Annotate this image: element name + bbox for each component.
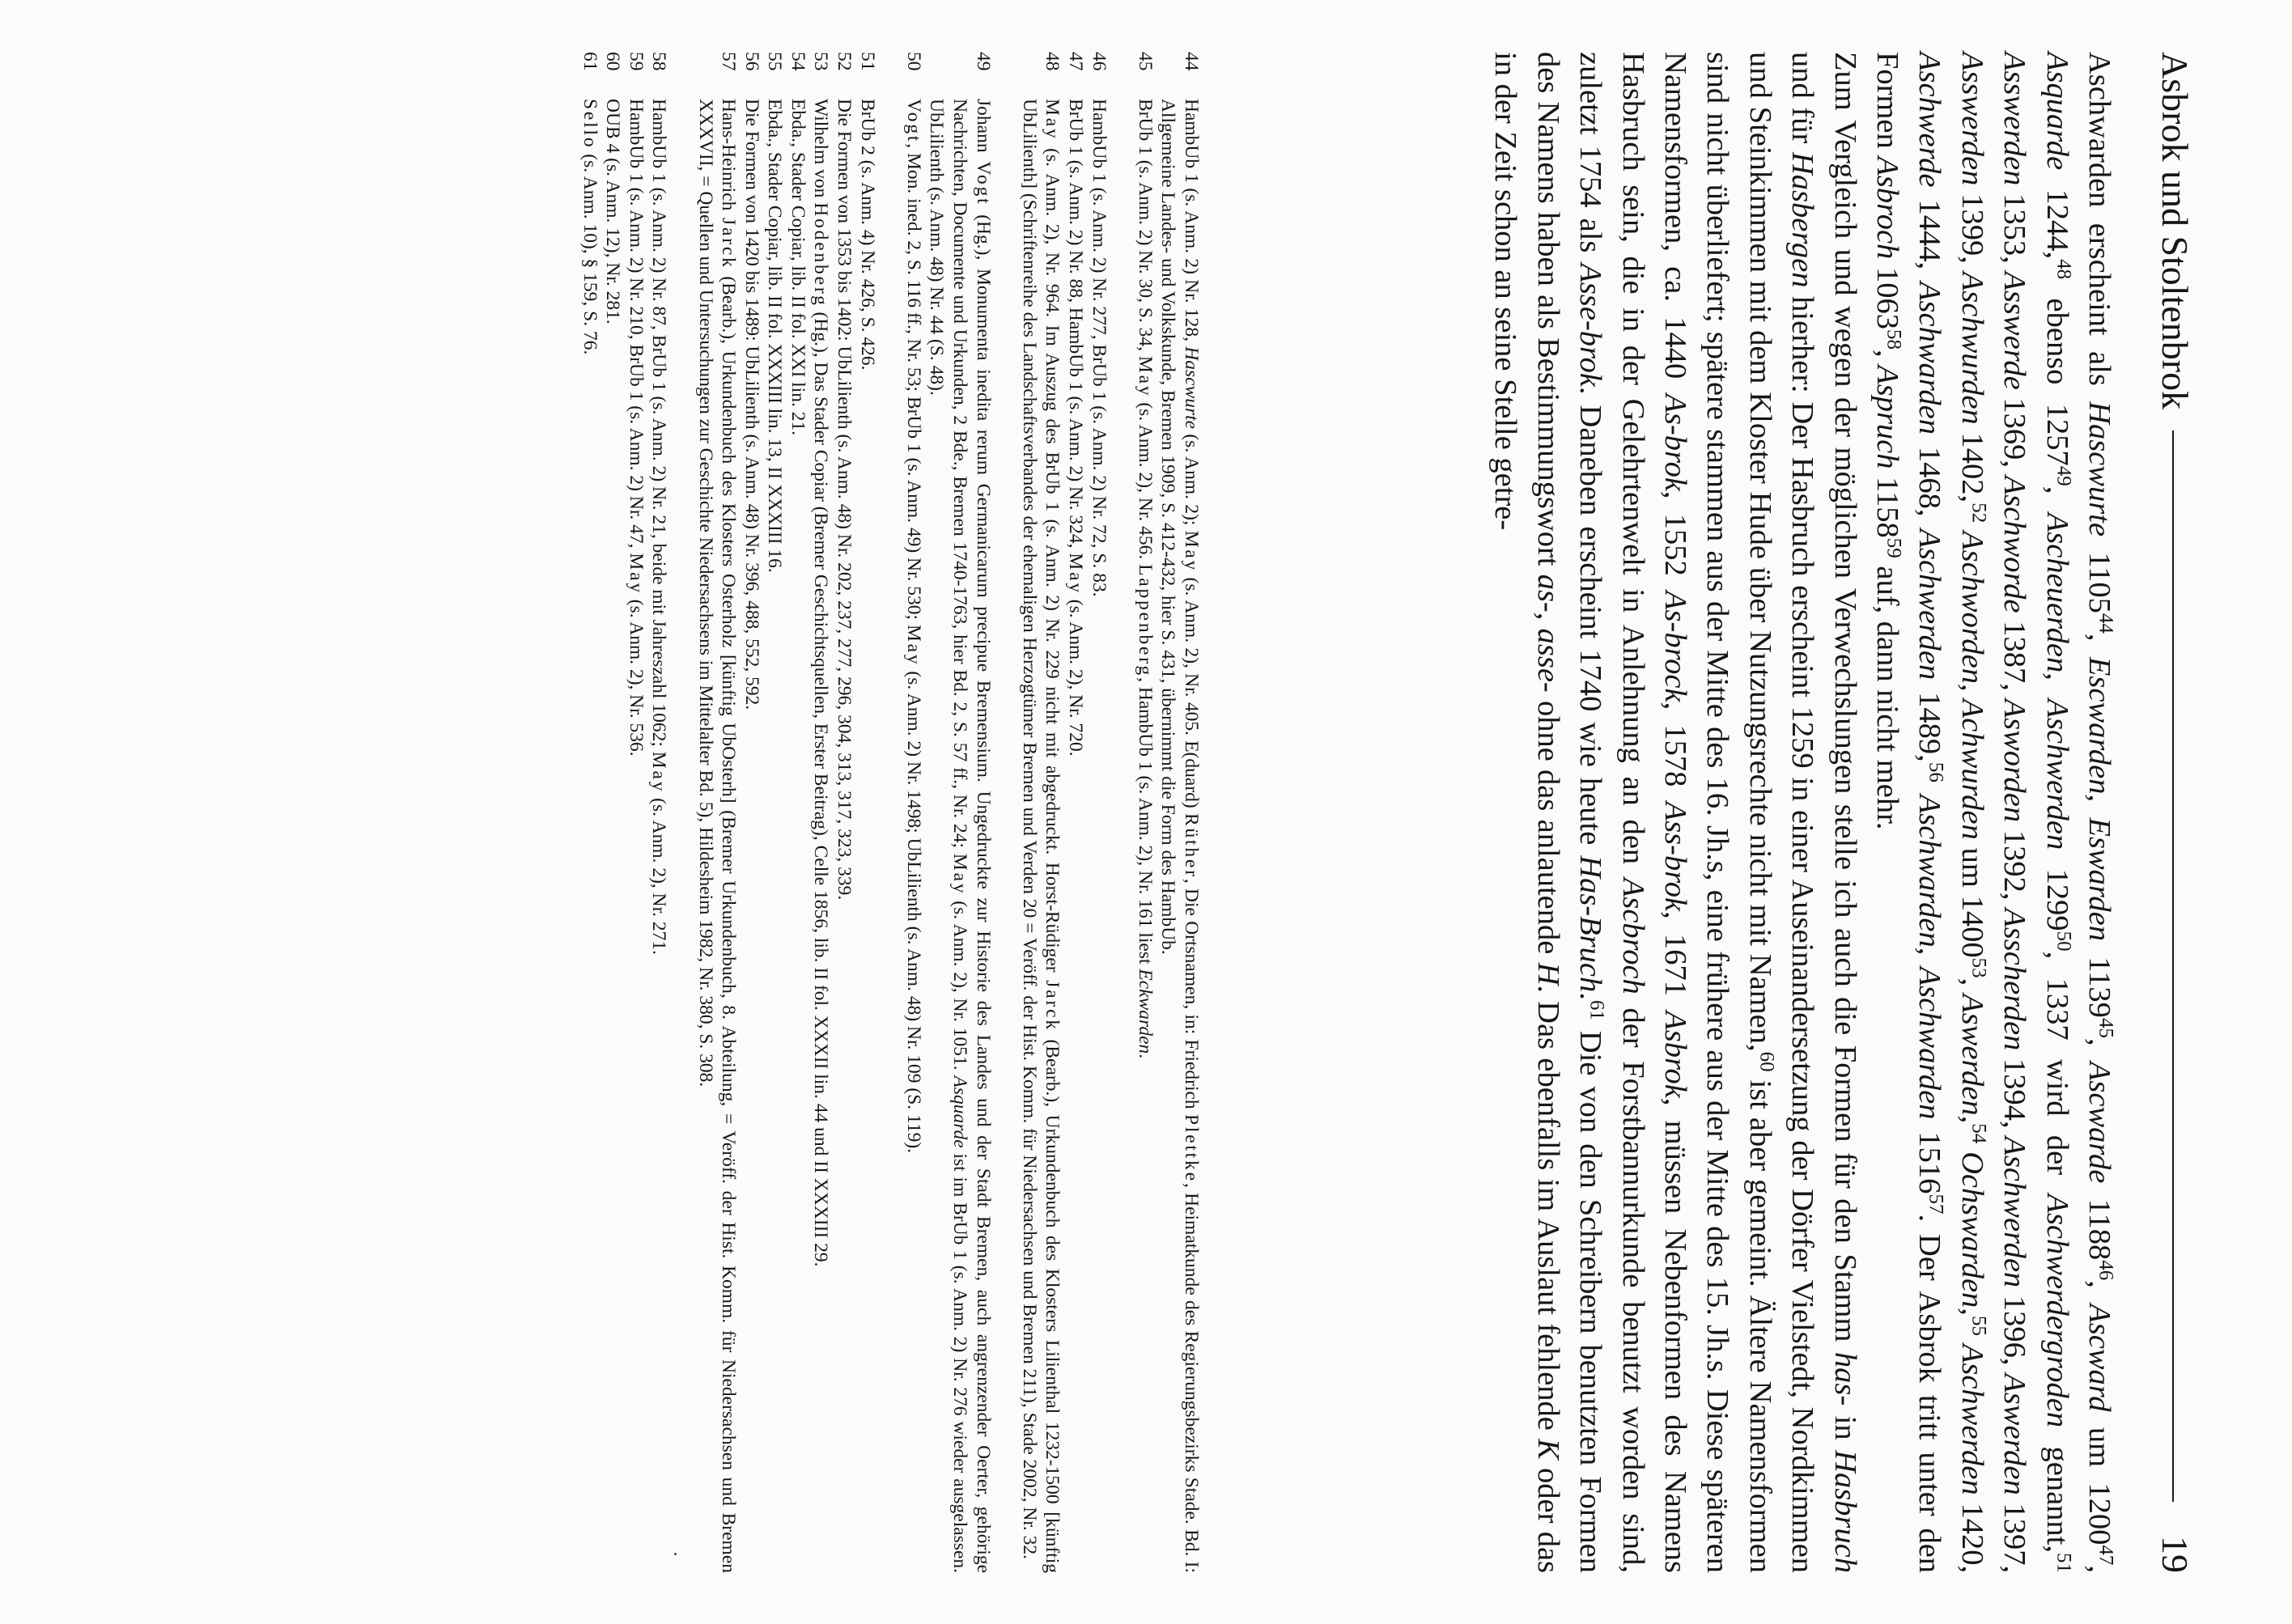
footnote-number: 58: [648, 51, 670, 70]
footnote-text: Wilhelm von Hodenberg (Hg.), Das Stader Copiar (Bremer Geschichtsquellen, Erster Beitrag), Celle 1856, lib. II fol. XXXII lin. 44 und II XXXIII 29.: [810, 98, 832, 1266]
footnote-gap: [995, 52, 1018, 1573]
footnote-text: Die Formen von 1420 bis 1489: UbLilienth (s. Anm. 48) Nr. 396, 488, 552, 592.: [741, 98, 762, 710]
footnote-52: [833, 52, 856, 1573]
running-title: Asbrok und Stoltenbrok: [2154, 51, 2196, 409]
footnote-ref: 46: [2095, 1259, 2117, 1280]
footnote-57: [694, 52, 740, 1573]
footnote-gap: [879, 52, 902, 1573]
footnote-ref: 56: [1925, 761, 1947, 782]
footnote-ref: 57: [1925, 1193, 1947, 1214]
footnote-gap: [1110, 52, 1134, 1573]
footnote-ref: 51: [2052, 1552, 2075, 1573]
footnote-53: [809, 52, 833, 1573]
footnote-number: 59: [625, 51, 647, 70]
footnote-number: 50: [902, 51, 924, 70]
footnote-ref: 47: [2095, 1544, 2117, 1565]
footnote-ref: 44: [2095, 613, 2117, 634]
footnote-text: May (s. Anm. 2), Nr. 964. Im Auszug des BrUb 1 (s. Anm. 2) Nr. 229 nicht mit abgedruckt. Horst-Rüdiger Jarck (Bearb.), Urkundenbuch des Klosters Lilienthal 1232-1500 [künftig UbLilienth] (Schriftenreihe des Landschaftsverbandes der ehemaligen Herzogtümer Bremen und Verden 20 = Veröff. der Hist. Komm. für Niedersachsen und Bremen 211), Stade 2002, Nr. 32.: [1018, 98, 1063, 1573]
footnote-ref: 58: [1882, 329, 1905, 350]
footnote-text: Ebda., Stader Copiar, lib. II fol. XXXIII lin. 13, II XXXIII 16.: [764, 98, 786, 573]
footnote-ref: 61: [1585, 999, 1608, 1020]
footnote-number: 54: [787, 51, 809, 70]
footnote-58: [647, 52, 671, 1573]
footnote-text: Ebda., Stader Copiar, lib. II fol. XXI lin. 21.: [787, 98, 809, 435]
footnote-number: 53: [810, 51, 832, 70]
footnote-ref: 52: [1967, 502, 1990, 523]
footnote-54: [786, 52, 809, 1573]
body-text: [1484, 52, 2120, 1573]
footnote-number: 45: [1134, 51, 1156, 70]
footnote-text: BrUb 1 (s. Anm. 2) Nr. 30, S. 34, May (s. Anm. 2), Nr. 456. Lappenberg, HambUb 1 (s. Anm. 2), Nr. 161 liest Eckwarden.: [1134, 98, 1156, 1058]
footnote-text: HambUb 1 (s. Anm. 2) Nr. 87, BrUb 1 (s. Anm. 2) Nr. 21, beide mit Jahreszahl 1062; May (s. Anm. 2), Nr. 271.: [648, 98, 670, 955]
footnote-number: 49: [972, 51, 994, 70]
footnote-text: BrUb 2 (s. Anm. 4) Nr. 426, S. 426.: [856, 98, 878, 371]
scan-speck: [674, 1553, 677, 1555]
footnote-text: OUB 4 (s. Anm. 12), Nr. 281.: [602, 98, 624, 324]
footnote-gap: [670, 52, 694, 1573]
footnote-ref: 48: [2052, 258, 2075, 279]
footnote-number: 44: [1181, 51, 1202, 70]
footnote-44: [1157, 52, 1203, 1573]
footnote-46: [1087, 52, 1110, 1573]
footnote-number: 61: [579, 51, 601, 70]
paragraph-hasbruch: Zum Vergleich und wegen der möglichen Verwechslungen stelle ich auch die Formen für den Stamm has- in Hasbruch und für Hasbergen hierher: Der Hasbruch erscheint 1259 in einer Auseinandersetzung der Dörfer Vielstedt, Nordkimmen und Steinkimmen mit dem Kloster Hude über Nutzungsrechte nicht mit Namen,$^{60}$ ist aber gemeint. Ältere Namensformen sind nicht überliefert; spätere stammen aus der Mitte des 16. Jh.s, eine frühere aus der Mitte des 15. Jh.s. Diese späteren Namensformen, ca. 1440 As-brok, 1552 As-brock, 1578 Ass-brok, 1671 Asbrok, müssen Nebenformen des Namens Hasbruch sein, die in der Gelehrtenwelt in Anlehnung an den Ascbroch der Forstbannurkunde benutzt worden sind, zuletzt 1754 als Asse-brok. Daneben erscheint 1740 wie heute Has-Bruch.$^{61}$ Die von den Schreibern benutzten Formen des Namens haben als Bestimmungswort as-, asse- ohne das anlautende H. Das ebenfalls im Auslaut fehlende K oder das in der Zeit schon an seine Stelle getre-: [1488, 51, 1862, 1573]
footnote-61: [578, 52, 601, 1573]
footnote-number: 57: [718, 51, 740, 70]
footnote-number: 51: [856, 51, 878, 70]
footnote-number: 46: [1088, 51, 1110, 70]
footnote-ref: 45: [2095, 1017, 2117, 1038]
page-number: 19: [2154, 1535, 2196, 1573]
footnote-56: [740, 52, 763, 1573]
footnote-50: [902, 52, 925, 1573]
paragraph-aschwarden: Aschwarden erscheint als Hascwurte 1105$^{44}$, Escwarden, Eswarden 1139$^{45}$, Ascwarde 1188$^{46}$, Ascward um 1200$^{47}$, Asquarde 1244,48 ebenso 1257$^{49}$, Ascheuerden, Aschwerden 1299$^{50}$, 1337 wird der Aschwerdergroden genannt,$^{51}$ Asswerden 1353, Asswerde 1369, Aschworde 1387, Asworden 1392, Asscherden 1394, Aschwerden 1396, Aswerden 1397, Asswerden 1399, Aschwurden 1402,52 Aschworden, Achwurden um 1400$^{53}$, Aswerden,$^{54}$ Ochswarden,$^{55}$ Aschwerden 1420, Aschwerde 1444, Aschwarden 1468, Aschwerden 1489,56 Aschwarden, Aschwarden 1516$^{57}$. Der Asbrok tritt unter den Formen Asbroch 1063$^{58}$, Aspruch 1158$^{59}$ auf, dann nicht mehr.: [1870, 51, 2117, 1573]
footnote-text: HambUb 1 (s. Anm. 2) Nr. 277, BrUb 1 (s. Anm. 2) Nr. 72, S. 83.: [1088, 98, 1110, 597]
footnote-ref: 59: [1882, 537, 1905, 558]
footnote-47: [1063, 52, 1087, 1573]
footnote-ref: 50: [2052, 931, 2075, 952]
footnote-number: 47: [1065, 51, 1087, 70]
footnote-60: [601, 52, 625, 1573]
footnote-text: HambUb 1 (s. Anm. 2) Nr. 128, Hascwurte (s. Anm. 2); May (s. Anm. 2), Nr. 405. E(duard) Rüther, Die Ortsnamen, in: Friedrich Plettke, Heimatkunde des Regierungsbezirks Stade. Bd. I: Allgemeine Landes- und Volkskunde, Bremen 1909, S. 412-432, hier S. 431, übernimmt die Form des HambUb.: [1157, 98, 1202, 1573]
footnote-ref: 55: [1967, 1315, 1990, 1336]
footnote-number: 56: [741, 51, 762, 70]
footnote-ref: 49: [2052, 465, 2075, 486]
footnote-text: Vogt, Mon. ined. 2, S. 116 ff., Nr. 53; BrUb 1 (s. Anm. 49) Nr. 530; May (s. Anm. 2) Nr. 1498; UbLilienth (s. Anm. 48) Nr. 109 (S. 119).: [902, 98, 924, 1153]
footnote-45: [1133, 52, 1157, 1573]
footnote-number: 60: [602, 51, 624, 70]
running-header: [2151, 52, 2200, 1573]
footnote-51: [855, 52, 879, 1573]
footnote-49: [925, 52, 995, 1573]
footnote-text: Die Formen von 1353 bis 1402: UbLilienth (s. Anm. 48) Nr. 202, 237, 277, 296, 304, 313, 317, 323, 339.: [834, 98, 855, 900]
footnote-text: HambUb 1 (s. Anm. 2) Nr. 210, BrUb 1 (s. Anm. 2) Nr. 47, May (s. Anm. 2), Nr. 536.: [625, 98, 647, 757]
footnote-ref: 53: [1967, 957, 1990, 978]
footnote-55: [763, 52, 787, 1573]
footnote-number: 48: [1042, 51, 1063, 70]
footnote-48: [1017, 52, 1063, 1573]
footnote-59: [624, 52, 647, 1573]
footnote-number: 55: [764, 51, 786, 70]
footnote-ref: 60: [1755, 1051, 1778, 1072]
footnote-text: BrUb 1 (s. Anm. 2) Nr. 88, HambUb 1 (s. Anm. 2) Nr. 324, May (s. Anm. 2), Nr. 720.: [1065, 98, 1087, 757]
footnote-text: Sello (s. Anm. 10), § 159, S. 76.: [579, 98, 601, 354]
document-page: [62, 52, 2230, 1573]
footnote-text: Johann Vogt (Hg.), Monumenta inedita rerum Germanicarum precipue Bremensium. Ungedruckte zur Historie des Landes und der Stadt Bremen, auch angrenzender Oerter, gehörige Nachrichten, Documente und Urkunden, 2 Bde., Bremen 1740-1763, hier Bd. 2, S. 57 ff., Nr. 24; May (s. Anm. 2), Nr. 1051. Asquarde ist im BrUb 1 (s. Anm. 2) Nr. 276 wieder ausgelassen. UbLilienth (s. Anm. 48) Nr. 44 (S. 48).: [926, 98, 994, 1573]
header-rule: [2172, 430, 2174, 1502]
footnote-text: Hans-Heinrich Jarck (Bearb.), Urkundenbuch des Klosters Osterholz [künftig UbOsterh] (Bremer Urkundenbuch, 8. Abteilung, = Veröff. der Hist. Komm. für Niedersachsen und Bremen XXXVII, = Quellen und Untersuchungen zur Geschichte Niedersachsens im Mittelalter Bd. 5), Hildesheim 1982, Nr. 380, S. 308.: [694, 98, 740, 1573]
footnote-number: 52: [834, 51, 855, 70]
footnotes: [578, 52, 1203, 1573]
footnote-ref: 54: [1967, 1122, 1990, 1143]
